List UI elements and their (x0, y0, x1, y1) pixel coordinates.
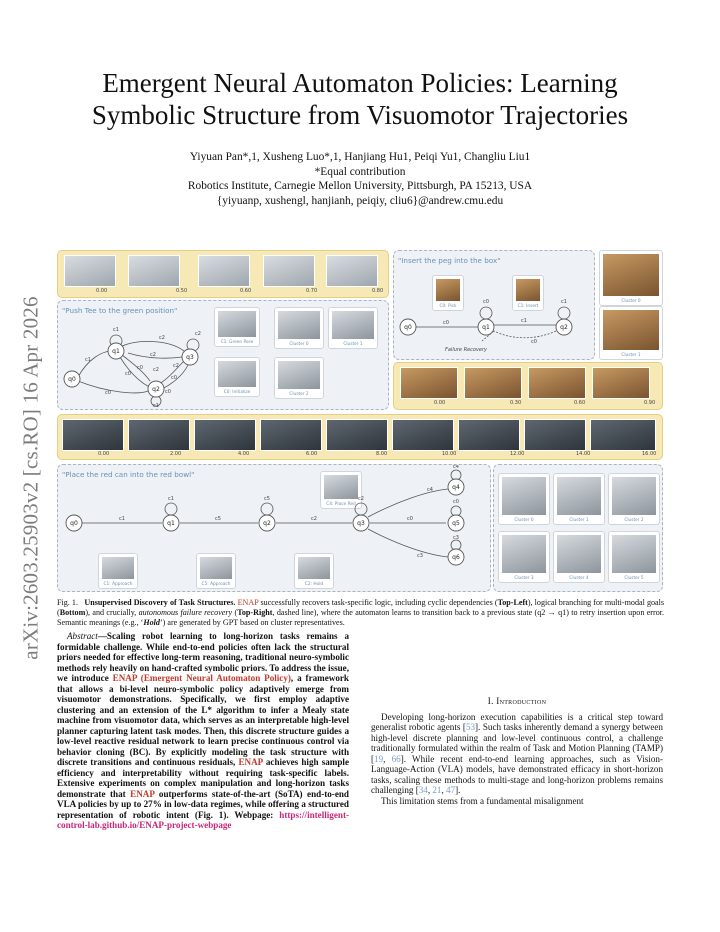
edge-label: c0 (137, 365, 143, 371)
timeline-frame (590, 419, 656, 451)
timeline-frame (400, 367, 458, 399)
edge-label: c3 (453, 535, 459, 541)
bowl-cluster-0: Cluster 0 (498, 473, 550, 525)
timeline-frame (326, 419, 388, 451)
timeline-tick: 4.00 (238, 451, 250, 457)
abstract-lead: Abstract (67, 631, 98, 641)
timeline-frame (458, 419, 520, 451)
caption-label: Fig. 1. (57, 598, 79, 607)
timeline-frame (528, 367, 586, 399)
author-block (60, 150, 660, 208)
red-can-task-title: "Place the red can into the red bowl" (62, 470, 195, 479)
state-q1: q1 (482, 324, 490, 331)
state-q4: q4 (452, 484, 460, 491)
state-q3: q3 (186, 354, 194, 361)
timeline-frame (592, 367, 650, 399)
bowl-cluster-5: Cluster 5 (608, 531, 660, 583)
intro-paragraph-2: This limitation stems from a fundamental misalignment (381, 795, 584, 806)
title-line-2: Symbolic Structure from Visuomotor Trajectories (91, 100, 629, 130)
edge-label: c0 (407, 516, 413, 522)
push-cluster-0: Cluster 0 (274, 307, 324, 349)
timeline-frame (326, 255, 378, 287)
edge-label: c2 (153, 367, 159, 373)
introduction (371, 696, 663, 806)
state-q2: q2 (560, 324, 568, 331)
push-tee-task-title: "Push Tee to the green position" (62, 306, 178, 315)
edge-label: c1 (153, 403, 159, 409)
edge-label: c2 (358, 496, 364, 502)
push-cluster-1: Cluster 1 (328, 307, 378, 349)
bowl-card-c2-hold: C2: Hold (294, 553, 334, 589)
edge-label: c0 (483, 299, 489, 305)
edge-label: c4 (427, 487, 433, 493)
timeline-tick: 0.30 (510, 400, 522, 406)
edge-label: c2 (173, 363, 179, 369)
timeline-frame (464, 367, 522, 399)
state-q5: q5 (452, 520, 460, 527)
edge-label: c2 (150, 352, 156, 358)
edge-label: c0 (125, 371, 131, 377)
timeline-frame (524, 419, 586, 451)
affiliation: Robotics Institute, Carnegie Mellon University, Pittsburgh, PA 15213, USA (187, 180, 533, 192)
figure-1-caption: Fig. 1. Unsupervised Discovery of Task Structures. ENAP successfully recovers task-specific logic, including cyclic dependencies (Top-Left), logical branching for multi-modal goals (Bottom), and crucially, autonomous failure recovery (Top-Right, dashed line), where the automaton learns to transition back to a previous state (q2 → q1) to retry insertion upon error. Semantic meanings (e.g., ‘Hold’) are generated by GPT based on cluster representatives. (57, 598, 665, 627)
insert-card-pick: C0: Pick (432, 275, 464, 311)
timeline-tick: 6.00 (306, 451, 318, 457)
author-list: Yiyuan Pan*,1, Xusheng Luo*,1, Hanjiang Hu1, Peiqi Yu1, Changliu Liu1 (189, 151, 531, 163)
state-q1: q1 (112, 348, 120, 355)
timeline-frame (128, 255, 180, 287)
edge-label: c1 (85, 357, 91, 363)
insert-peg-panel (393, 250, 595, 360)
edge-label: c0 (453, 499, 459, 505)
edge-label: c2 (195, 331, 201, 337)
arxiv-identifier (16, 258, 46, 698)
timeline-tick: 0.00 (96, 288, 108, 294)
edge-label: c3 (417, 553, 423, 559)
project-webpage-link[interactable]: https://intelligent-control-lab.github.io/ENAP-project-webpage (57, 809, 349, 830)
timeline-tick: 8.00 (376, 451, 388, 457)
insert-peg-timeline-strip (393, 362, 663, 410)
state-q1: q1 (167, 520, 175, 527)
edge-label: c1 (168, 496, 174, 502)
push-cluster-2: Cluster 2 (274, 357, 324, 399)
state-q2: q2 (152, 386, 160, 393)
edge-label: c0 (531, 339, 537, 345)
arxiv-id-text: arXiv:2603.25903v2 [cs.RO] 16 Apr 2026 (18, 296, 43, 660)
timeline-tick: 0.50 (176, 288, 188, 294)
timeline-tick: 16.00 (642, 451, 657, 457)
introduction-heading: I. Introduction (487, 696, 547, 706)
failure-recovery-label: Failure Recovery (444, 347, 488, 353)
red-can-clusters-panel (493, 464, 663, 592)
timeline-frame (392, 419, 454, 451)
timeline-frame (194, 419, 256, 451)
bowl-card-c5-approach: C5: Approach (196, 553, 236, 589)
insert-cluster-1: Cluster 1 (599, 306, 663, 360)
red-can-automaton-diagram (58, 465, 490, 591)
caption-bold-lead: Unsupervised Discovery of Task Structures. (84, 598, 236, 607)
title-line-1: Emergent Neural Automaton Policies: Learning (102, 68, 618, 98)
edge-label: c0 (443, 320, 449, 326)
timeline-tick: 0.80 (372, 288, 384, 294)
timeline-tick: 0.60 (574, 400, 586, 406)
enap-full-name: ENAP (Emergent Neural Automaton Policy) (112, 673, 291, 683)
bowl-cluster-3: Cluster 3 (498, 531, 550, 583)
edge-label: c0 (171, 375, 177, 381)
push-tee-panel (57, 300, 389, 410)
edge-label: c5 (264, 496, 270, 502)
timeline-frame (62, 419, 124, 451)
state-q3: q3 (357, 520, 365, 527)
bowl-cluster-1: Cluster 1 (553, 473, 605, 525)
edge-label: c0 (165, 389, 171, 395)
paper-title (60, 67, 660, 131)
timeline-tick: 0.00 (434, 400, 446, 406)
bowl-cluster-2: Cluster 2 (608, 473, 660, 525)
push-pick-card-green-pose: C1: Green Pose (214, 307, 260, 347)
timeline-frame (128, 419, 190, 451)
intro-paragraph-1: Developing long-horizon execution capabilities is a critical step toward generalist robotic agents [53]. Such tasks inherently demand a synergy between high-level discrete planning and low-level continuous control, a challenge traditionally formulated within the realm of Task and Motion Planning (TAMP) [19, 66]. While recent end-to-end learning approaches, such as Vision-Language-Action (VLA) models, have demonstrated efficacy in short-horizon tasks, scaling these methods to multi-stage and long-horizon problems remains challenging [34, 21, 47]. (371, 711, 663, 795)
timeline-tick: 0.60 (240, 288, 252, 294)
timeline-tick: 12.00 (510, 451, 525, 457)
timeline-tick: 14.00 (576, 451, 591, 457)
figure-1 (57, 246, 663, 592)
abstract: Abstract—Scaling robot learning to long-horizon tasks remains a formidable challenge. While end-to-end policies often lack the structural priors needed for effective long-term reasoning, traditional neuro-symbolic methods rely heavily on hand-crafted symbolic priors. To address the issue, we introduce ENAP (Emergent Neural Automaton Policy), a framework that allows a bi-level neuro-symbolic policy adaptively emerge from visuomotor demonstrations. Specifically, we first employ adaptive clustering and an extension of the L* algorithm to infer a Mealy state machine from visuomotor data, which serves as an interpretable high-level planner capturing latent task modes. Then, this discrete structure guides a low-level reactive residual network to learn precise continuous control via behavior cloning (BC). By explicitly modeling the task structure with discrete transitions and continuous residuals, ENAP achieves high sample efficiency and interpretability without requiring task-specific labels. Extensive experiments on complex manipulation and long-horizon tasks demonstrate that ENAP outperforms state-of-the-art (SoTA) end-to-end VLA policies by up to 27% in low-data regimes, while offering a structured representation of robotic intent (Fig. 1). Webpage: https://intelligent-control-lab.github.io/ENAP-project-webpage (57, 631, 349, 830)
edge-label: c4 (453, 465, 459, 470)
edge-label: c1 (521, 318, 527, 324)
insert-peg-automaton-diagram (394, 251, 594, 359)
push-pick-card-initialize: C0: Initialize (214, 357, 260, 397)
edge-label: c1 (113, 327, 119, 333)
edge-label: c2 (311, 516, 317, 522)
red-can-timeline-strip (57, 414, 663, 460)
bowl-card-c1-approach: C1: Approach (98, 553, 138, 589)
edge-label: c5 (215, 516, 221, 522)
timeline-frame (198, 255, 250, 287)
state-q0: q0 (404, 324, 412, 331)
timeline-tick: 0.00 (98, 451, 110, 457)
equal-contribution-note: *Equal contribution (314, 165, 406, 178)
insert-peg-task-title: "Insert the peg into the box" (398, 256, 501, 265)
push-tee-timeline-strip (57, 250, 389, 298)
author-emails: {yiyuanp, xushengl, hanjianh, peiqiy, cliu6}@andrew.cmu.edu (216, 194, 504, 207)
insert-cluster-0: Cluster 0 (599, 250, 663, 306)
state-q6: q6 (452, 554, 460, 561)
edge-label: c0 (105, 390, 111, 396)
bowl-card-c4-place-red: C4: Place Red (320, 471, 362, 509)
state-q0: q0 (68, 376, 76, 383)
state-q0: q0 (70, 520, 78, 527)
caption-enap: ENAP (237, 598, 259, 607)
timeline-tick: 2.00 (170, 451, 182, 457)
timeline-frame (263, 255, 315, 287)
timeline-frame (64, 255, 116, 287)
edge-label: c2 (159, 335, 165, 341)
timeline-tick: 10.00 (442, 451, 457, 457)
insert-card-insert: C1: Insert (512, 275, 544, 311)
edge-label: c1 (561, 299, 567, 305)
timeline-tick: 0.70 (306, 288, 318, 294)
state-q2: q2 (263, 520, 271, 527)
timeline-frame (260, 419, 322, 451)
bowl-cluster-4: Cluster 4 (553, 531, 605, 583)
red-can-panel (57, 464, 491, 592)
edge-label: c1 (119, 516, 125, 522)
timeline-tick: 0.90 (644, 400, 656, 406)
